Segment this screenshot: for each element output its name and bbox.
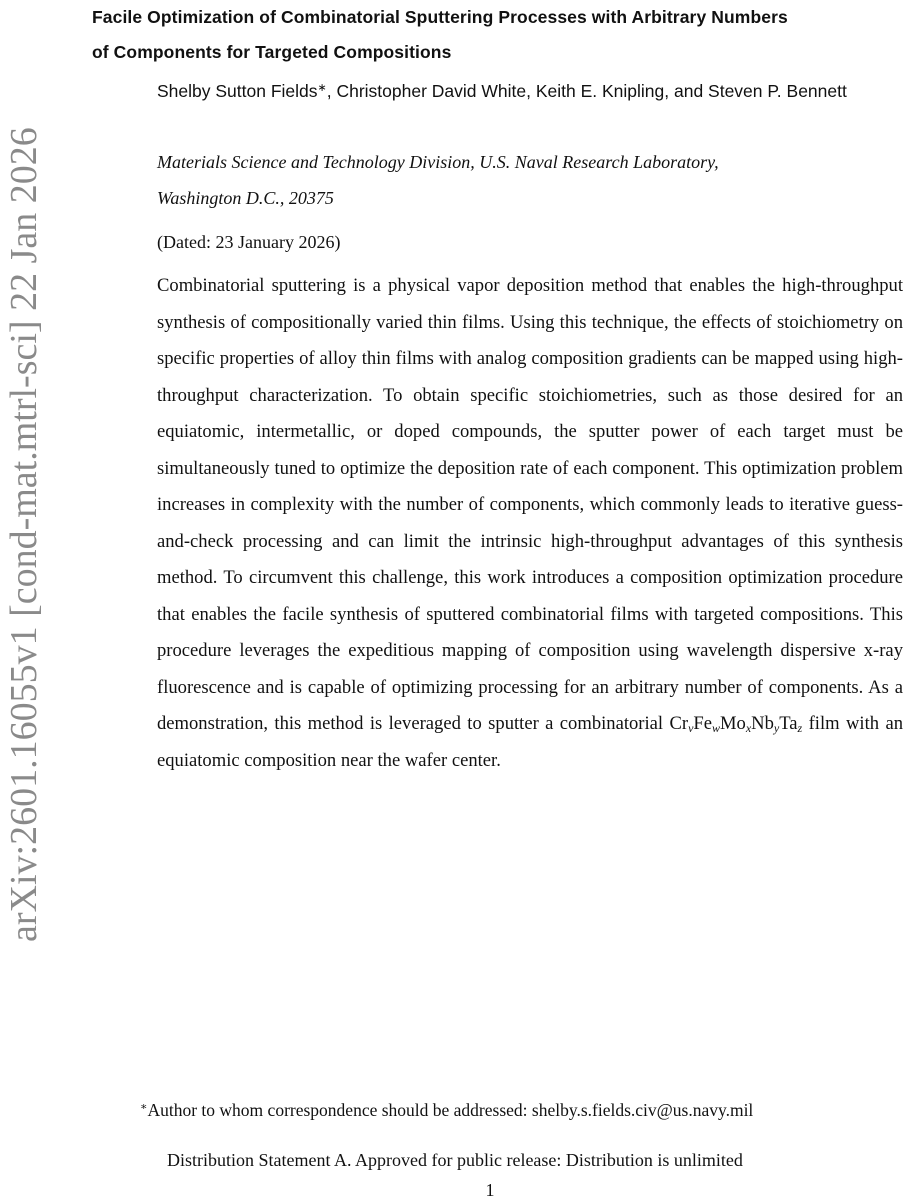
author-list [157,73,877,109]
abstract-ending: film with an equiatomic composition near the wafer center. [157,713,903,771]
correspondence-footnote [140,1096,904,1124]
title-line-1: Facile Optimization of Combinatorial Sputtering Processes with Arbitrary Numbers [92,7,788,27]
affiliation-line-1: Materials Science and Technology Division, U.S. Naval Research Laboratory, [157,152,719,172]
date-line: (Dated: 23 January 2026) [157,232,341,252]
author-others: , Christopher David White, Keith E. Knipling, and Steven P. Bennett [326,81,847,101]
paper-title [92,0,892,70]
affiliation-line-2: Washington D.C., 20375 [157,188,334,208]
author-first: Shelby Sutton Fields [157,81,318,101]
abstract-body: Combinatorial sputtering is a physical vapor deposition method that enables the high-throughput synthesis of compositionally varied thin films. Using this technique, the effects of stoichiometry on specific properties of alloy thin films with analog composition gradients can be mapped using high-throughput characterization. To obtain specific stoichiometries, such as those desired for an equiatomic, intermetallic, or doped compounds, the sputter power of each target must be simultaneously tuned to optimize the deposition rate of each component. This optimization problem increases in complexity with the number of components, which commonly leads to iterative guess-and-check processing and can limit the intrinsic high-throughput advantages of this synthesis method. To circumvent this challenge, this work introduces a composition optimization procedure that enables the facile synthesis of sputtered combinatorial films with targeted compositions. This procedure leverages the expeditious mapping of composition using wavelength dispersive x-ray fluorescence and is capable of optimizing processing for an arbitrary number of components. As a demonstration, this method is leveraged to sputter a combinatorial [157,275,903,734]
footnote-marker: ∗ [140,1101,148,1113]
arxiv-identifier-text: arXiv:2601.16055v1 [cond-mat.mtrl-sci] 22 Jan 2026 [3,127,45,942]
abstract [157,268,903,779]
corresponding-author-marker: ∗ [317,82,327,94]
affiliation [157,144,877,216]
alloy-formula: $Cr_vFe_wMo_xNb_yTa_z$ [669,713,803,735]
page-number: 1 [485,1180,495,1200]
footnote-text: Author to whom correspondence should be addressed: shelby.s.fields.civ@us.navy.mil [147,1100,754,1120]
distribution-statement: Distribution Statement A. Approved for public release: Distribution is unlimited [167,1150,743,1170]
title-line-2: of Components for Targeted Compositions [92,42,452,62]
